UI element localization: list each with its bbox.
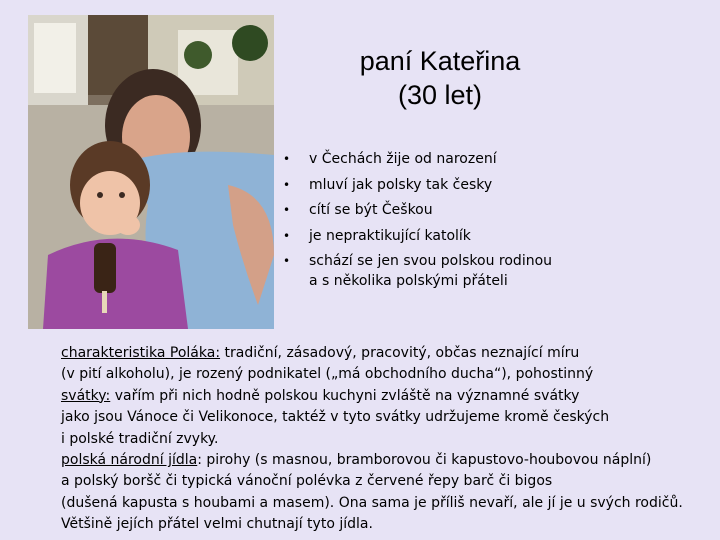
family-photo: [28, 15, 274, 329]
bullet-text: mluví jak polsky tak česky: [309, 176, 493, 193]
bullet-icon: •: [283, 254, 291, 268]
page-title: [300, 44, 580, 112]
title-name: paní Kateřina: [359, 46, 521, 76]
text-span: tradiční, zásadový, pracovitý, občas neznající míru: [220, 345, 580, 361]
family-photo-icon: [28, 15, 274, 329]
bullet-icon: •: [283, 177, 291, 192]
bullet-text: je nepraktikující katolík: [309, 227, 471, 244]
bullet-item: [281, 147, 711, 173]
section-label-characteristics: charakteristika Poláka:: [61, 345, 221, 361]
bullet-continuation: a s několika polskými přáteli: [309, 272, 508, 289]
bullet-text: cítí se být Češkou: [309, 202, 433, 218]
section-label-holidays: svátky:: [61, 387, 111, 404]
bullet-item: [281, 224, 711, 250]
text-line: [61, 386, 716, 407]
bullet-item: [281, 173, 711, 199]
bullet-icon: •: [283, 203, 291, 217]
bullet-item: [281, 249, 711, 292]
bullet-text: schází se jen svou polskou rodinou: [309, 253, 553, 269]
description-paragraph: [61, 343, 716, 536]
bullet-item: [281, 198, 711, 224]
text-line: [61, 450, 716, 471]
text-line: a polský boršč či typická vánoční polévka z červené řepy barč či bigos: [61, 473, 553, 490]
bullet-icon: •: [283, 152, 291, 166]
title-age: (30 let): [397, 80, 483, 110]
text-line: i polské tradiční zvyky.: [61, 430, 219, 447]
text-line: Většině jejích přátel velmi chutnají tyto jídla.: [61, 516, 373, 533]
bullet-text: v Čechách žije od narození: [309, 151, 497, 167]
text-line: [61, 343, 716, 364]
section-label-dishes: polská národní jídla: [61, 452, 198, 469]
bullet-list: [281, 147, 711, 292]
bullet-icon: •: [283, 228, 291, 243]
text-span: : pirohy (s masnou, bramborovou či kapustovo-houbovou náplní): [197, 452, 652, 469]
text-line: (dušená kapusta s houbami a masem). Ona sama je příliš nevaří, ale jí je u svých rodičů.: [61, 494, 683, 511]
text-span: vařím při nich hodně polskou kuchyni zvláště na významné svátky: [110, 387, 580, 404]
text-line: (v pití alkoholu), je rozený podnikatel („má obchodního ducha“), pohostinný: [61, 366, 594, 383]
text-line: jako jsou Vánoce či Velikonoce, taktéž v tyto svátky udržujeme kromě českých: [61, 409, 610, 426]
